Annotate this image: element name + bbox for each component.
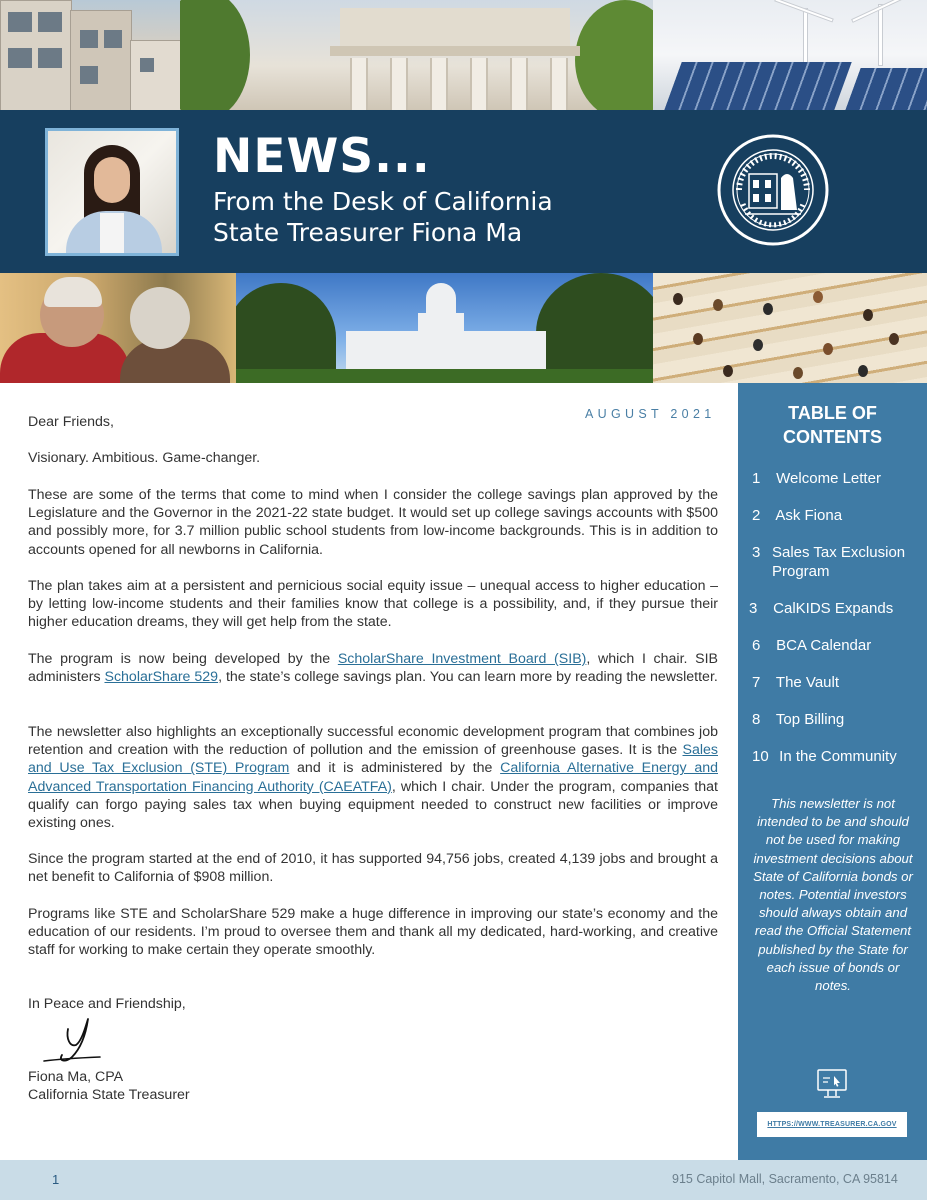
signer-name: Fiona Ma, CPA (28, 1069, 124, 1085)
toc-item-ask-fiona[interactable] (752, 506, 922, 525)
table-of-contents-sidebar (738, 383, 927, 1160)
scholarshare-529-link[interactable]: ScholarShare 529 (104, 669, 219, 686)
page-number: 1 (52, 1172, 60, 1187)
toc-item-sales-tax-exclusion[interactable] (752, 543, 922, 581)
paragraph-3-text: , which I chair. SIB administers (28, 651, 719, 686)
senior-couple-photo (0, 273, 236, 383)
toc-item-number: 3 (752, 544, 761, 561)
letter-paragraph-4 (28, 723, 718, 832)
letter-paragraph-1: These are some of the terms that come to mind when I consider the college savings plan approved by the Legislature and the Governor in the 2021-22 state budget. It would set up college savings accounts with $500 and possibly more, for 3.7 million public school students from low-income backgrounds. This is in addition to accounts opened for all newborns in California. (28, 487, 718, 558)
toc-item-top-billing[interactable] (752, 710, 922, 729)
letter-paragraph-6: Programs like STE and ScholarShare 529 make a huge difference in improving our state’s economy and the education of our residents. I’m proud to oversee them and thank all my dedicated, hard-working, and creative staff for working to make certain they operate smoothly. (28, 906, 718, 959)
paragraph-4-text: and it is administered by the (289, 760, 501, 777)
solar-wind-energy-photo (653, 0, 927, 110)
toc-item-label: Ask Fiona (775, 507, 843, 524)
letter-closing: In Peace and Friendship, (28, 996, 186, 1012)
handwritten-signature (42, 1015, 104, 1065)
computer-monitor-icon (814, 1066, 850, 1102)
caeatfa-link[interactable]: California Alternative Energy and Advanced Transportation Financing Authority (CAEATFA) (28, 760, 718, 795)
toc-title-line2: CONTENTS (783, 427, 882, 447)
toc-item-label: Top Billing (775, 711, 845, 728)
investment-disclaimer: This newsletter is not intended to be and should not be used for making investment decisions about State of California bonds or notes. Potential investors should always obtain and read the Official Statement published by the State for each issue of bonds or notes. (753, 796, 913, 994)
classroom-students-photo (653, 273, 927, 383)
letter-tagline: Visionary. Ambitious. Game-changer. (28, 450, 261, 466)
paragraph-4-text: The newsletter also highlights an exceptionally successful economic development program that combines job retention and creation with the reduction of pollution and the emission of greenhouse gases. It is the (28, 724, 718, 759)
newsletter-subtitle-line1: From the Desk of California (213, 187, 553, 216)
scholarshare-investment-board-link[interactable]: ScholarShare Investment Board (SIB) (337, 651, 587, 667)
paragraph-4-text: , which I chair. Under the program, companies that qualify can forgo paying sales tax when buying equipment needed to construct new facilities or improve existing ones. (28, 778, 719, 832)
toc-title (738, 401, 927, 449)
website-link-box[interactable] (757, 1112, 907, 1137)
toc-item-in-the-community[interactable] (752, 747, 922, 766)
toc-item-number: 2 (752, 507, 761, 524)
apartment-buildings-photo (0, 0, 180, 110)
signer-title: California State Treasurer (28, 1087, 190, 1103)
letter-greeting: Dear Friends, (28, 414, 114, 430)
newsletter-title: NEWS... (213, 129, 431, 184)
letter-paragraph-3 (28, 650, 718, 686)
toc-item-label: CalKIDS Expands (773, 600, 894, 617)
toc-item-label: BCA Calendar (776, 637, 872, 654)
toc-item-label: Welcome Letter (776, 470, 881, 487)
toc-item-the-vault[interactable] (752, 673, 922, 692)
state-treasurer-seal-icon (717, 134, 829, 246)
ste-program-link[interactable]: Sales and Use Tax Exclusion (STE) Program (28, 742, 718, 777)
toc-item-number: 1 (752, 470, 761, 487)
toc-item-number: 10 (752, 748, 769, 765)
toc-item-bca-calendar[interactable] (752, 636, 922, 655)
toc-item-label: In the Community (779, 748, 897, 765)
california-capitol-photo (236, 273, 653, 383)
toc-item-calkids-expands[interactable] (749, 599, 919, 618)
newsletter-subtitle-line2: State Treasurer Fiona Ma (213, 218, 523, 247)
footer-address: 915 Capitol Mall, Sacramento, CA 95814 (672, 1172, 898, 1186)
toc-item-label: Sales Tax Exclusion Program (772, 544, 906, 580)
toc-item-number: 6 (752, 637, 761, 654)
website-link[interactable]: HTTPS://WWW.TREASURER.CA.GOV (767, 1121, 897, 1128)
paragraph-3-text: , the state’s college savings plan. You can learn more by reading the newsletter. (218, 669, 718, 686)
paragraph-3-text: The program is now being developed by the (28, 651, 338, 667)
toc-item-label: The Vault (775, 674, 839, 691)
treasurer-portrait-photo (45, 128, 179, 256)
toc-item-number: 3 (749, 600, 758, 617)
issue-date: AUGUST 2021 (585, 407, 716, 421)
letter-paragraph-5: Since the program started at the end of 2010, it has supported 94,756 jobs, created 4,139 jobs and brought a net benefit to California of $908 million. (28, 851, 718, 886)
toc-item-welcome-letter[interactable] (752, 469, 922, 488)
toc-item-number: 7 (752, 674, 761, 691)
letter-paragraph-2: The plan takes aim at a persistent and pernicious social equity issue – unequal access to higher education – by letting low-income students and their families know that college is a possibility, and, if they pursue their higher education dreams, they will get help from the state. (28, 578, 718, 631)
toc-item-number: 8 (752, 711, 761, 728)
capitol-columns-photo (180, 0, 653, 110)
toc-title-line1: TABLE OF (788, 403, 877, 423)
